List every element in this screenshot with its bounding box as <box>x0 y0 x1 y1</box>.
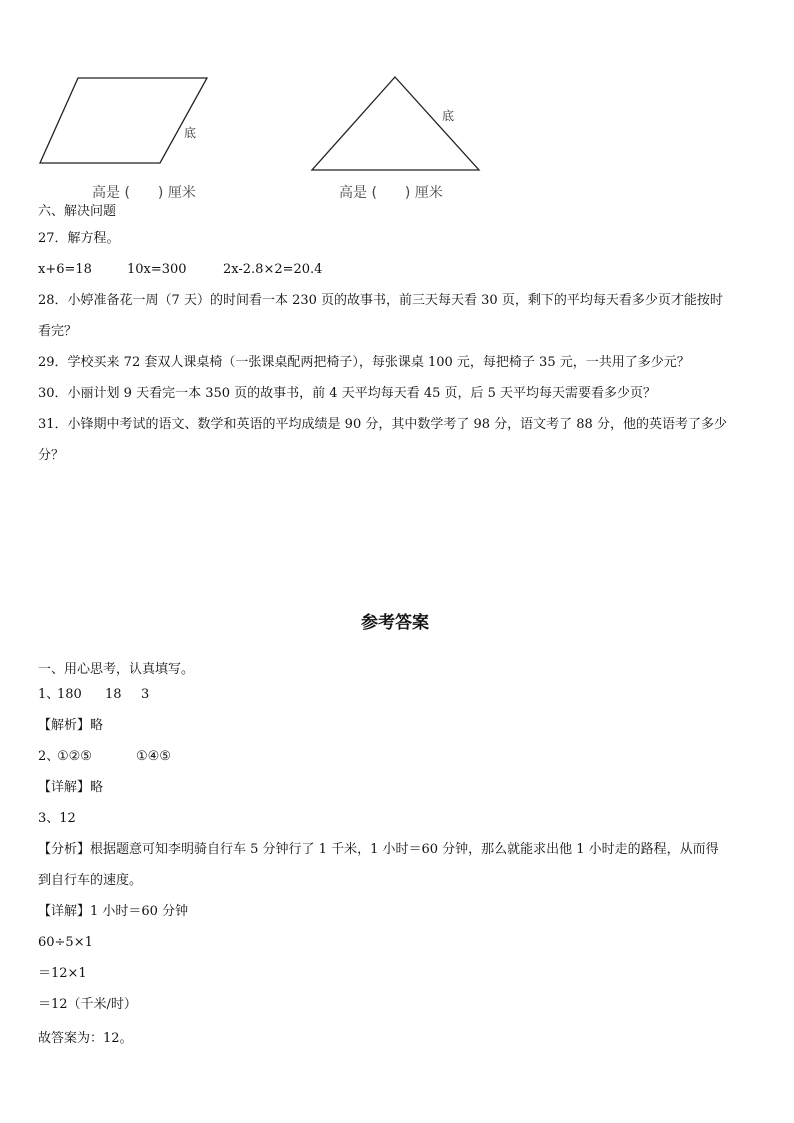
question-30: 30．小丽计划 9 天看完一本 350 页的故事书，前 4 天平均每天看 45 页，后 5 天平均每天需要看多少页？ <box>38 386 657 401</box>
parallelogram-height-caption: 高是 ( ) 厘米 <box>92 185 196 201</box>
answer-3-analysis-line-2: 到自行车的速度。 <box>38 873 143 888</box>
triangle-edge-label: 底 <box>442 109 455 123</box>
answer-1-value-3: 3 <box>141 687 150 702</box>
answer-2 <box>38 749 171 765</box>
answer-1 <box>38 687 149 703</box>
triangle-height-caption: 高是 ( ) 厘米 <box>339 185 443 201</box>
answer-1-value-1: 180 <box>57 687 82 702</box>
question-31-line-2: 分？ <box>38 448 65 463</box>
question-29: 29．学校买来 72 套双人课桌椅（一张课桌配两把椅子），每张课桌 100 元，每把椅子 35 元，一共用了多少元？ <box>38 355 690 370</box>
triangle-figure <box>300 70 490 175</box>
answer-3-analysis-line-1: 【分析】根据题意可知李明骑自行车 5 分钟行了 1 千米，1 小时＝60 分钟，那么就能求出他 1 小时走的路程，从而得 <box>38 842 719 857</box>
answer-2-label: 2、 <box>38 749 60 764</box>
answer-1-value-2: 18 <box>105 687 122 702</box>
answer-1-note: 【解析】略 <box>38 718 104 733</box>
answer-2-note: 【详解】略 <box>38 780 104 795</box>
question-31-line-1: 31．小锋期中考试的语文、数学和英语的平均成绩是 90 分，其中数学考了 98 分，语文考了 88 分，他的英语考了多少 <box>38 417 727 432</box>
answers-title: 参考答案 <box>361 613 429 633</box>
answer-3-step-2: ＝12×1 <box>38 966 87 981</box>
parallelogram-figure <box>30 70 230 175</box>
answer-1-label: 1、 <box>38 687 60 702</box>
equation-2: 10x=300 <box>127 262 187 277</box>
question-28-line-2: 看完？ <box>38 324 78 339</box>
question-27: 27．解方程。 <box>38 231 120 246</box>
equation-1: x+6=18 <box>38 262 92 277</box>
answer-3-detail: 【详解】1 小时＝60 分钟 <box>38 904 189 919</box>
answer-3-step-3: ＝12（千米/时） <box>38 997 137 1012</box>
section-heading: 六、解决问题 <box>38 204 117 219</box>
answer-3-conclusion: 故答案为：12。 <box>38 1031 133 1046</box>
equation-list <box>38 262 322 278</box>
answer-3-step-1: 60÷5×1 <box>38 935 93 950</box>
answer-3: 3、12 <box>38 811 76 826</box>
answer-2-value-1: ①②⑤ <box>57 749 92 764</box>
equation-3: 2x-2.8×2=20.4 <box>223 262 323 277</box>
question-28-line-1: 28．小婷准备花一周（7 天）的时间看一本 230 页的故事书，前三天每天看 30 页，剩下的平均每天看多少页才能按时 <box>38 293 723 308</box>
answers-section-heading: 一、用心思考，认真填写。 <box>38 662 195 677</box>
parallelogram-edge-label: 底 <box>184 126 197 140</box>
parallelogram-shape <box>40 78 207 163</box>
answer-2-value-2: ①④⑤ <box>136 749 171 764</box>
